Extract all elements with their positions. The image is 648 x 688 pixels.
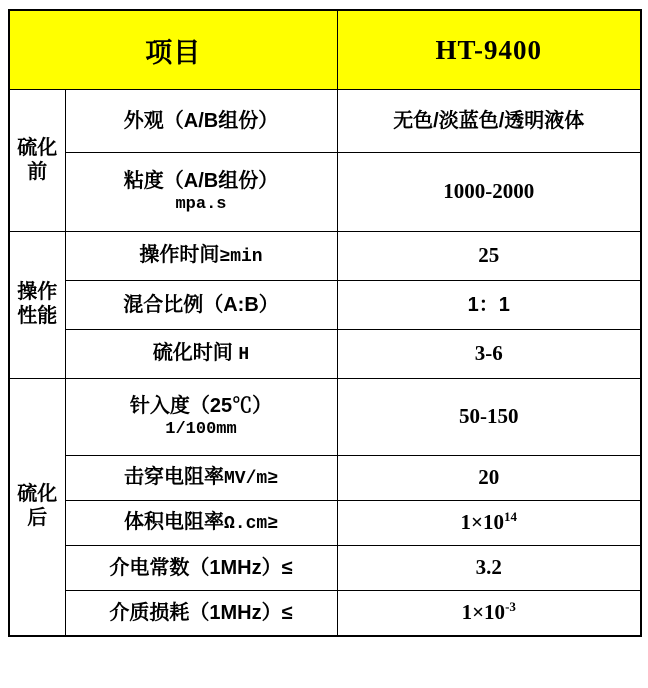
table-row bbox=[9, 456, 641, 501]
value-dielectric-loss bbox=[337, 591, 641, 637]
item-dielectric-strength bbox=[65, 456, 337, 501]
item-unit: Ω.cm≥ bbox=[223, 514, 278, 535]
item-label: 粘度（A/B组份） bbox=[123, 169, 279, 192]
item-label: 体积电阻率 bbox=[123, 511, 224, 534]
value-appearance: 无色/淡蓝色/透明液体 bbox=[337, 90, 641, 153]
item-volume-resistivity bbox=[65, 501, 337, 546]
item-label: 击穿电阻率 bbox=[123, 466, 224, 489]
value-volume-resistivity bbox=[337, 501, 641, 546]
item-cure-time bbox=[65, 330, 337, 379]
item-label: 外观（A/B组份） bbox=[123, 110, 279, 132]
item-label: 混合比例（A:B） bbox=[123, 294, 279, 316]
specification-table bbox=[8, 9, 642, 637]
value-working-time: 25 bbox=[337, 232, 641, 281]
table-row bbox=[9, 232, 641, 281]
item-unit: 1/100mm bbox=[165, 419, 237, 439]
item-dielectric-constant bbox=[65, 546, 337, 591]
value-mix-ratio: 1：1 bbox=[337, 281, 641, 330]
table-row bbox=[9, 379, 641, 456]
table-row bbox=[9, 153, 641, 232]
table-row bbox=[9, 546, 641, 591]
value-cure-time: 3-6 bbox=[337, 330, 641, 379]
item-label: 介质损耗（1MHz）≤ bbox=[109, 602, 293, 624]
value-exponent: -3 bbox=[505, 599, 516, 615]
group-label-operation bbox=[9, 232, 65, 379]
group-label-after-cure bbox=[9, 379, 65, 637]
item-appearance bbox=[65, 90, 337, 153]
table-row bbox=[9, 281, 641, 330]
item-mix-ratio bbox=[65, 281, 337, 330]
item-label: 操作时间 bbox=[139, 244, 220, 267]
value-base: 1×10 bbox=[460, 510, 504, 535]
item-unit: ≥min bbox=[219, 247, 263, 268]
table-row bbox=[9, 330, 641, 379]
item-unit: H bbox=[238, 345, 250, 366]
item-label: 针入度（25℃） bbox=[129, 394, 273, 417]
value-penetration: 50-150 bbox=[337, 379, 641, 456]
item-working-time bbox=[65, 232, 337, 281]
item-unit: mpa.s bbox=[175, 194, 227, 214]
value-exponent: 14 bbox=[503, 509, 517, 525]
group-text-before-cure: 硫化前 bbox=[17, 136, 58, 183]
table-row bbox=[9, 591, 641, 637]
value-dielectric-strength: 20 bbox=[337, 456, 641, 501]
value-viscosity: 1000-2000 bbox=[337, 153, 641, 232]
group-text-after-cure: 硫化后 bbox=[17, 483, 58, 529]
item-penetration bbox=[65, 379, 337, 456]
item-viscosity bbox=[65, 153, 337, 232]
header-cell-model bbox=[337, 10, 641, 90]
item-dielectric-loss bbox=[65, 591, 337, 637]
table-header-row bbox=[9, 10, 641, 90]
item-label: 介电常数（1MHz）≤ bbox=[109, 557, 293, 579]
header-item-label: 项目 bbox=[145, 37, 202, 68]
header-cell-item bbox=[9, 10, 337, 90]
value-base: 1×10 bbox=[461, 600, 506, 625]
group-label-before-cure bbox=[9, 90, 65, 232]
table-row bbox=[9, 501, 641, 546]
value-dielectric-constant: 3.2 bbox=[337, 546, 641, 591]
item-label: 硫化时间 bbox=[152, 342, 233, 365]
item-unit: MV/m≥ bbox=[223, 469, 278, 490]
table-row bbox=[9, 90, 641, 153]
group-text-operation: 操作性能 bbox=[17, 281, 58, 327]
header-model-label: HT-9400 bbox=[435, 34, 543, 65]
